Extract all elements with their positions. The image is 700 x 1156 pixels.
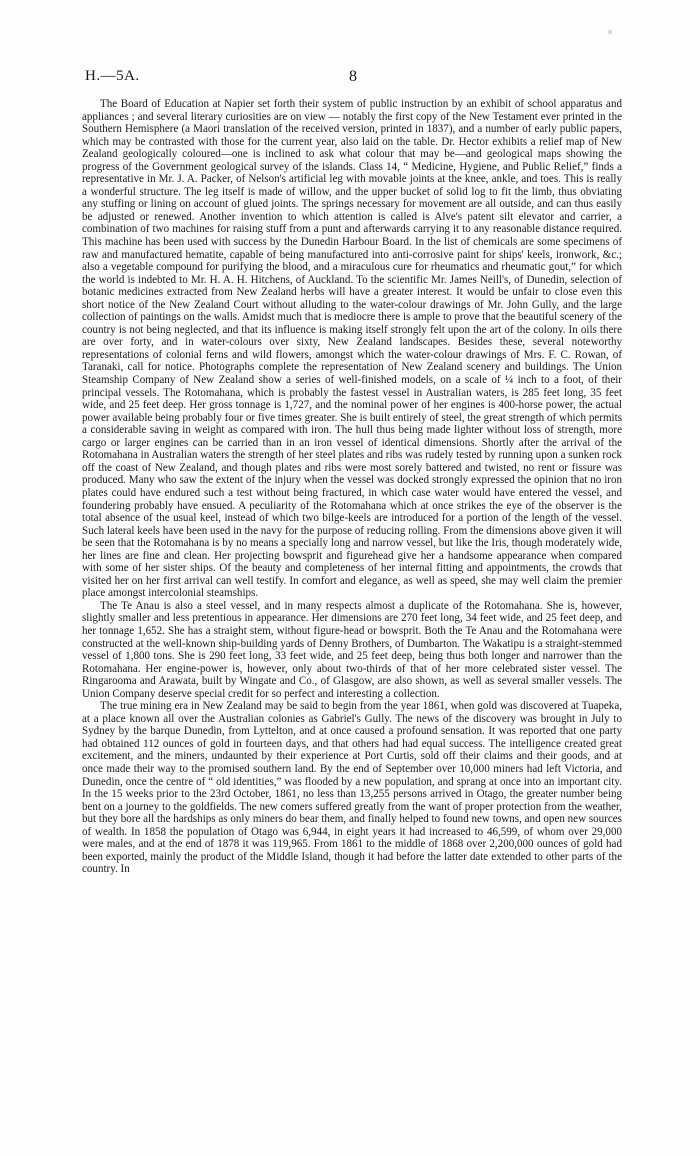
paper-speck	[608, 30, 612, 34]
page-number: 8	[349, 68, 357, 85]
paragraph-exhibits: The Board of Education at Napier set forth their system of public instruction by an exhibit of school apparatus and appliances ; and several literary curiosities are on view — notably the first copy of the New Testament ever printed in the Southern Hemisphere (a Maori translation of the received version, printed in 1837), and a number of early public papers, which may be contrasted with those for the current year, also laid on the table. Dr. Hector exhibits a relief map of New Zealand geologically coloured—one is inclined to ask what colour that may be—and geological maps showing the progress of the Government geological survey of the islands. Class 14, “ Medicine, Hygiene, and Public Relief,” finds a representative in Mr. J. A. Packer, of Nelson's artificial leg with movable joints at the knee, ankle, and toes. This is really a wonderful structure. The leg itself is made of willow, and the upper bucket of solid log to fit the limb, thus obviating any stuffing or lining on account of glued joints. The springs necessary for movement are all outside, and can thus easily be adjusted or renewed. Another invention to which attention is called is Alve's patent silt elevator and carrier, a combination of two machines for raising stuff from a punt and afterwards carrying it to any reasonable distance required. This machine has been used with success by the Dunedin Harbour Board. In the list of chemicals are some specimens of raw and manufactured hematite, capable of being manufactured into anti-corrosive paint for ships' keels, ironwork, &c.; also a vegetable compound for purifying the blood, and a miraculous cure for rheumatics and rheumatic gout,” for which the world is indebted to Mr. H. A. H. Hitchens, of Auckland. To the scientific Mr. James Neill's, of Dunedin, selection of botanic medicines extracted from New Zealand herbs will have a greater interest. It would be unfair to close even this short notice of the New Zealand Court without alluding to the water-colour drawings of Mr. John Gully, and the large collection of paintings on the walls. Amidst much that is mediocre there is ample to prove that the beautiful scenery of the country is not being neglected, and that its influence is making itself strongly felt upon the art of the colony. In oils there are over forty, and in water-colours over sixty, New Zealand landscapes. Besides these, several noteworthy representations of colonial ferns and wild flowers, amongst which the water-colour drawings of Mrs. F. C. Rowan, of Taranaki, call for notice. Photographs complete the representation of New Zealand scenery and buildings. The Union Steamship Company of New Zealand show a series of well-finished models, on a scale of ¼ inch to a foot, of their principal vessels. The Rotomahana, which is probably the fastest vessel in Australian waters, is 285 feet long, 35 feet wide, and 25 feet deep. Her gross tonnage is 1,727, and the nominal power of her engines is 400-horse power, the actual power available being probably four or five times greater. She is built entirely of steel, the great strength of which permits a considerable saving in weight as compared with iron. The hull thus being made lighter without loss of strength, more cargo or larger engines can be carried than in an iron vessel of identical dimensions. Shortly after the arrival of the Rotomahana in Australian waters the strength of her steel plates and ribs was rudely tested by running upon a sunken rock off the coast of New Zealand, and though plates and ribs were most sorely battered and twisted, no rent or fissure was produced. Many who saw the extent of the injury when the vessel was docked strongly expressed the opinion that no iron plates could have endured such a test without being fractured, in which case water would have entered the vessel, and foundering probably have ensued. A peculiarity of the Rotomahana which at once strikes the eye of the observer is the total absence of the usual keel, instead of which two bilge-keels are introduced for a portion of the length of the vessel. Such lateral keels have been used in the navy for the purpose of reducing rolling. From the dimensions above given it will be seen that the Rotomahana is by no means a specially long and narrow vessel, but like the Iris, though moderately wide, her lines are fine and clean. Her projecting bowsprit and figurehead give her a handsome appearance when compared with some of her sister ships. Of the beauty and completeness of her internal fitting and appointments, the crowds that visited her on her first arrival can well testify. In comfort and elegance, as well as speed, she may well claim the premier place amongst intercolonial steamships.	[82, 98, 622, 600]
paragraph-mining-era: The true mining era in New Zealand may be said to begin from the year 1861, when gold was discovered at Tuapeka, at a place known all over the Australian colonies as Gabriel's Gully. The news of the discovery was brought in July to Sydney by the barque Dunedin, from Lyttelton, and at once caused a profound sensation. It was reported that one party had obtained 112 ounces of gold in fourteen days, and that others had had equal success. The intelligence created great excitement, and the miners, undaunted by their experience at Port Curtis, sold off their claims and their goods, and at once made their way to the promised southern land. By the end of September over 10,000 miners had left Victoria, and Dunedin, once the centre of “ old identities,” was flooded by a new population, and sprang at once into an important city. In the 15 weeks prior to the 23rd October, 1861, no less than 13,255 persons arrived in Otago, the greater number being bent on a journey to the goldfields. The new comers suffered greatly from the want of proper protection from the weather, but they bore all the hardships as only miners do bear them, and finally helped to found new towns, and open new sources of wealth. In 1858 the population of Otago was 6,944, in eight years it had increased to 46,599, of whom over 29,000 were males, and at the end of 1878 it was 119,965. From 1861 to the middle of 1868 over 2,200,000 ounces of gold had been exported, mainly the product of the Middle Island, though it had before the latter date extended to other parts of the country. In	[82, 700, 622, 876]
page-header	[85, 68, 625, 88]
body-text	[82, 98, 622, 876]
document-reference: H.—5A.	[85, 68, 140, 84]
paragraph-te-anau: The Te Anau is also a steel vessel, and in many respects almost a duplicate of the Rotomahana. She is, however, slightly smaller and less pretentious in appearance. Her dimensions are 270 feet long, 34 feet wide, and 25 feet deep, and her tonnage 1,652. She has a straight stem, without figure-head or bowsprit. Both the Te Anau and the Rotomahana were constructed at the well-known ship-building yards of Denny Brothers, of Dumbarton. The Wakatipu is a straight-stemmed vessel of 1,800 tons. She is 290 feet long, 33 feet wide, and 25 feet deep, being thus both longer and narrower than the Rotomahana. Her engine-power is, however, only about two-thirds of that of her more celebrated sister vessel. The Ringarooma and Arawata, built by Wingate and Co., of Glasgow, are also shown, as well as several smaller vessels. The Union Company deserve special credit for so perfect and interesting a collection.	[82, 599, 622, 700]
